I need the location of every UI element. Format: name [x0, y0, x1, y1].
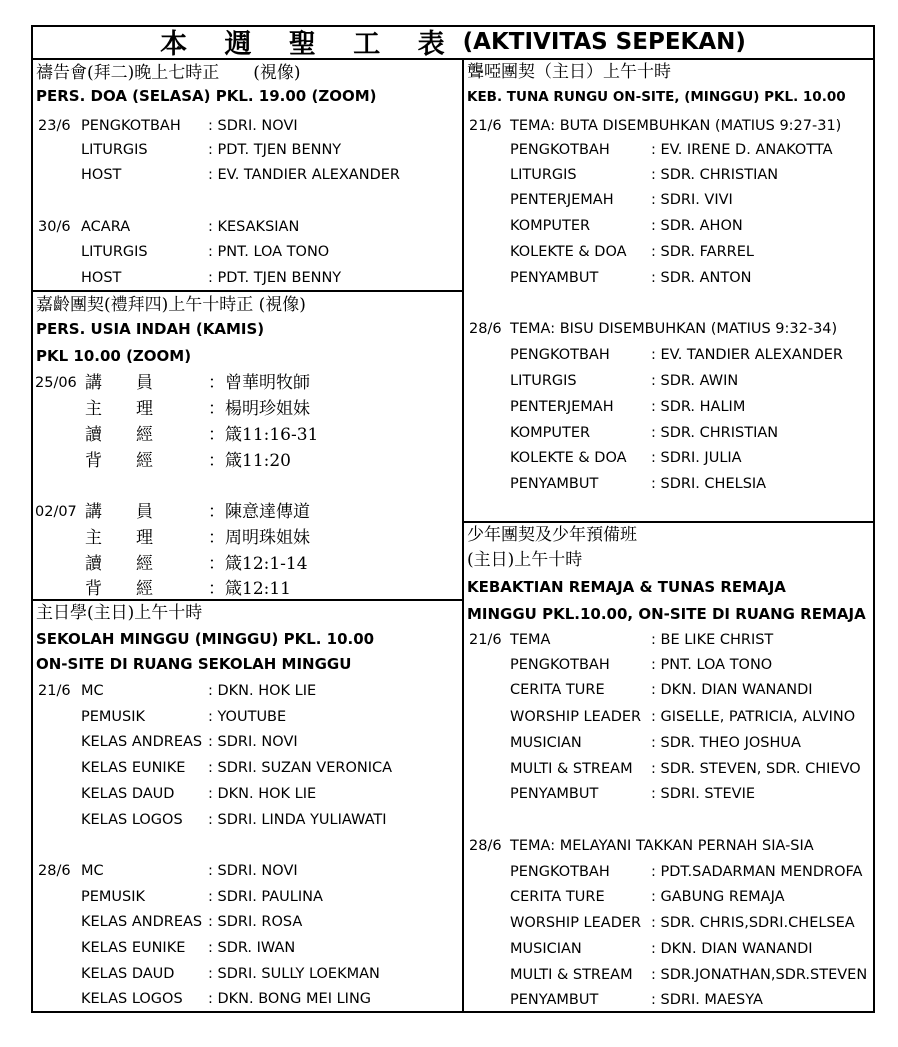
section-heading-chinese-time: (主日)上午十時 — [467, 550, 583, 570]
row-value: : SDR. CHRISTIAN — [651, 425, 779, 441]
row-role: PENYAMBUT — [510, 270, 599, 286]
row-role: TEMA: BISU DISEMBUHKAN (MATIUS 9:32-34) — [510, 321, 838, 337]
row-value: ：楊明珍姐妹 — [208, 399, 310, 419]
row-value: : SDRI. NOVI — [208, 734, 298, 750]
row-value: : DKN. DIAN WANANDI — [651, 941, 813, 957]
section-heading-location: MINGGU PKL.10.00, ON-SITE DI RUANG REMAJA — [467, 605, 866, 623]
row-value: : SDR. HALIM — [651, 399, 746, 415]
row-value: : SDR. AHON — [651, 218, 743, 234]
row-role: PENTERJEMAH — [510, 192, 614, 208]
row-value: : SDRI. VIVI — [651, 192, 733, 208]
row-value: : DKN. HOK LIE — [208, 683, 317, 699]
row-value: : KESAKSIAN — [208, 219, 300, 235]
row-value: ：周明珠姐妹 — [208, 528, 310, 548]
row-role: PENGKOTBAH — [510, 347, 610, 363]
row-role: 讀 經 — [85, 425, 153, 445]
row-role: 背 經 — [85, 579, 153, 599]
row-role: MUSICIAN — [510, 941, 582, 957]
row-role: 講 員 — [85, 373, 153, 393]
row-role: 讀 經 — [85, 554, 153, 574]
row-role: LITURGIS — [81, 244, 148, 260]
row-date: 28/6 — [469, 838, 502, 854]
row-value: : SDR. STEVEN, SDR. CHIEVO — [651, 761, 861, 777]
row-role: CERITA TURE — [510, 889, 605, 905]
row-date: 28/6 — [469, 321, 502, 337]
row-value: : SDRI. STEVIE — [651, 786, 756, 802]
row-value: : SDR. FARREL — [651, 244, 754, 260]
row-value: ：曾華明牧師 — [208, 373, 310, 393]
row-value: : DKN. BONG MEI LING — [208, 991, 372, 1007]
row-date: 28/6 — [38, 863, 71, 879]
row-role: KELAS LOGOS — [81, 991, 183, 1007]
row-role: PENTERJEMAH — [510, 399, 614, 415]
row-role: WORSHIP LEADER — [510, 709, 642, 725]
row-role: KOLEKTE & DOA — [510, 244, 627, 260]
row-role: PENYAMBUT — [510, 786, 599, 802]
row-value: : YOUTUBE — [208, 709, 287, 725]
row-role: WORSHIP LEADER — [510, 915, 642, 931]
row-value: : PDT.SADARMAN MENDROFA — [651, 864, 863, 880]
section-heading: KEB. TUNA RUNGU ON-SITE, (MINGGU) PKL. 10.00 — [467, 89, 846, 105]
row-role: MULTI & STREAM — [510, 761, 633, 777]
row-date: 02/07 — [35, 504, 77, 520]
row-value: : SDRI. SULLY LOEKMAN — [208, 966, 380, 982]
title-chinese: 本 週 聖 工 表 — [160, 29, 459, 60]
row-value: : SDRI. NOVI — [208, 118, 298, 134]
row-role: 背 經 — [85, 451, 153, 471]
row-role: PENGKOTBAH — [510, 657, 610, 673]
row-date: 21/6 — [469, 632, 502, 648]
row-value: : DKN. DIAN WANANDI — [651, 682, 813, 698]
section-heading: PERS. USIA INDAH (KAMIS) — [36, 320, 265, 338]
row-role: KOMPUTER — [510, 425, 591, 441]
row-role: TEMA: BUTA DISEMBUHKAN (MATIUS 9:27-31) — [510, 118, 842, 134]
section-heading-time: PKL 10.00 (ZOOM) — [36, 347, 192, 365]
section-heading-chinese: 禱告會(拜二)晚上七時正 (視像) — [36, 63, 301, 83]
row-value: : SDRI. CHELSIA — [651, 476, 767, 492]
row-value: : GISELLE, PATRICIA, ALVINO — [651, 709, 856, 725]
row-value: : GABUNG REMAJA — [651, 889, 785, 905]
section-heading: SEKOLAH MINGGU (MINGGU) PKL. 10.00 — [36, 630, 375, 648]
section-divider — [463, 521, 875, 523]
section-heading: KEBAKTIAN REMAJA & TUNAS REMAJA — [467, 578, 786, 596]
row-value: : SDR. CHRIS,SDRI.CHELSEA — [651, 915, 855, 931]
row-role: LITURGIS — [81, 142, 148, 158]
row-value: : SDRI. MAESYA — [651, 992, 763, 1008]
row-role: PEMUSIK — [81, 889, 146, 905]
row-role: ACARA — [81, 219, 131, 235]
row-value: : SDRI. LINDA YULIAWATI — [208, 812, 387, 828]
row-value: : EV. TANDIER ALEXANDER — [651, 347, 843, 363]
row-role: TEMA: MELAYANI TAKKAN PERNAH SIA-SIA — [510, 838, 814, 854]
page-title — [31, 25, 875, 60]
row-role: KELAS DAUD — [81, 966, 175, 982]
row-value: : PNT. LOA TONO — [651, 657, 773, 673]
section-heading-location: ON-SITE DI RUANG SEKOLAH MINGGU — [36, 655, 352, 673]
row-value: : SDR. CHRISTIAN — [651, 167, 779, 183]
row-value: ：箴12:11 — [208, 579, 291, 599]
row-role: LITURGIS — [510, 167, 577, 183]
row-value: : PDT. TJEN BENNY — [208, 270, 342, 286]
row-role: CERITA TURE — [510, 682, 605, 698]
row-value: : SDR. IWAN — [208, 940, 296, 956]
section-heading-chinese: 主日學(主日)上午十時 — [36, 603, 203, 623]
row-date: 23/6 — [38, 118, 71, 134]
row-date: 21/6 — [469, 118, 502, 134]
row-role: KELAS LOGOS — [81, 812, 183, 828]
section-heading-chinese: 聾啞團契（主日）上午十時 — [467, 62, 671, 82]
section-heading-chinese: 少年團契及少年預備班 — [467, 525, 637, 545]
row-value: : SDRI. NOVI — [208, 863, 298, 879]
row-value: : EV. TANDIER ALEXANDER — [208, 167, 400, 183]
row-value: : EV. IRENE D. ANAKOTTA — [651, 142, 833, 158]
row-date: 30/6 — [38, 219, 71, 235]
row-value: : SDRI. PAULINA — [208, 889, 323, 905]
row-value: : SDRI. SUZAN VERONICA — [208, 760, 393, 776]
row-role: PENGKOTBAH — [81, 118, 181, 134]
row-date: 21/6 — [38, 683, 71, 699]
row-role: MC — [81, 683, 104, 699]
row-date: 25/06 — [35, 375, 77, 391]
row-value: ：箴11:16-31 — [208, 425, 319, 445]
row-value: ：箴11:20 — [208, 451, 291, 471]
column-divider — [462, 60, 464, 1013]
row-role: LITURGIS — [510, 373, 577, 389]
section-divider — [31, 290, 463, 292]
row-value: : DKN. HOK LIE — [208, 786, 317, 802]
row-role: KELAS DAUD — [81, 786, 175, 802]
row-value: : SDRI. JULIA — [651, 450, 742, 466]
row-role: MC — [81, 863, 104, 879]
row-role: KELAS ANDREAS — [81, 734, 203, 750]
row-role: PENGKOTBAH — [510, 142, 610, 158]
row-role: TEMA — [510, 632, 551, 648]
row-value: : SDR.JONATHAN,SDR.STEVEN — [651, 967, 868, 983]
row-value: ：陳意達傳道 — [208, 502, 310, 522]
row-role: MULTI & STREAM — [510, 967, 633, 983]
row-value: : SDR. AWIN — [651, 373, 739, 389]
row-role: 主 理 — [85, 528, 153, 548]
row-role: PENYAMBUT — [510, 476, 599, 492]
row-role: KOMPUTER — [510, 218, 591, 234]
title-indonesian: (AKTIVITAS SEPEKAN) — [462, 28, 746, 55]
row-value: : PDT. TJEN BENNY — [208, 142, 342, 158]
row-role: PENYAMBUT — [510, 992, 599, 1008]
row-value: : PNT. LOA TONO — [208, 244, 330, 260]
row-value: : BE LIKE CHRIST — [651, 632, 774, 648]
row-role: HOST — [81, 270, 122, 286]
row-role: KELAS EUNIKE — [81, 760, 186, 776]
row-value: ：箴12:1-14 — [208, 554, 308, 574]
row-role: KELAS ANDREAS — [81, 914, 203, 930]
row-value: : SDR. THEO JOSHUA — [651, 735, 801, 751]
row-role: PENGKOTBAH — [510, 864, 610, 880]
row-role: MUSICIAN — [510, 735, 582, 751]
section-heading: PERS. DOA (SELASA) PKL. 19.00 (ZOOM) — [36, 87, 377, 105]
section-heading-chinese: 嘉齡團契(禮拜四)上午十時正 (視像) — [36, 295, 306, 315]
row-role: KELAS EUNIKE — [81, 940, 186, 956]
row-value: : SDRI. ROSA — [208, 914, 303, 930]
row-role: 主 理 — [85, 399, 153, 419]
row-value: : SDR. ANTON — [651, 270, 752, 286]
row-role: 講 員 — [85, 502, 153, 522]
row-role: KOLEKTE & DOA — [510, 450, 627, 466]
row-role: HOST — [81, 167, 122, 183]
row-role: PEMUSIK — [81, 709, 146, 725]
